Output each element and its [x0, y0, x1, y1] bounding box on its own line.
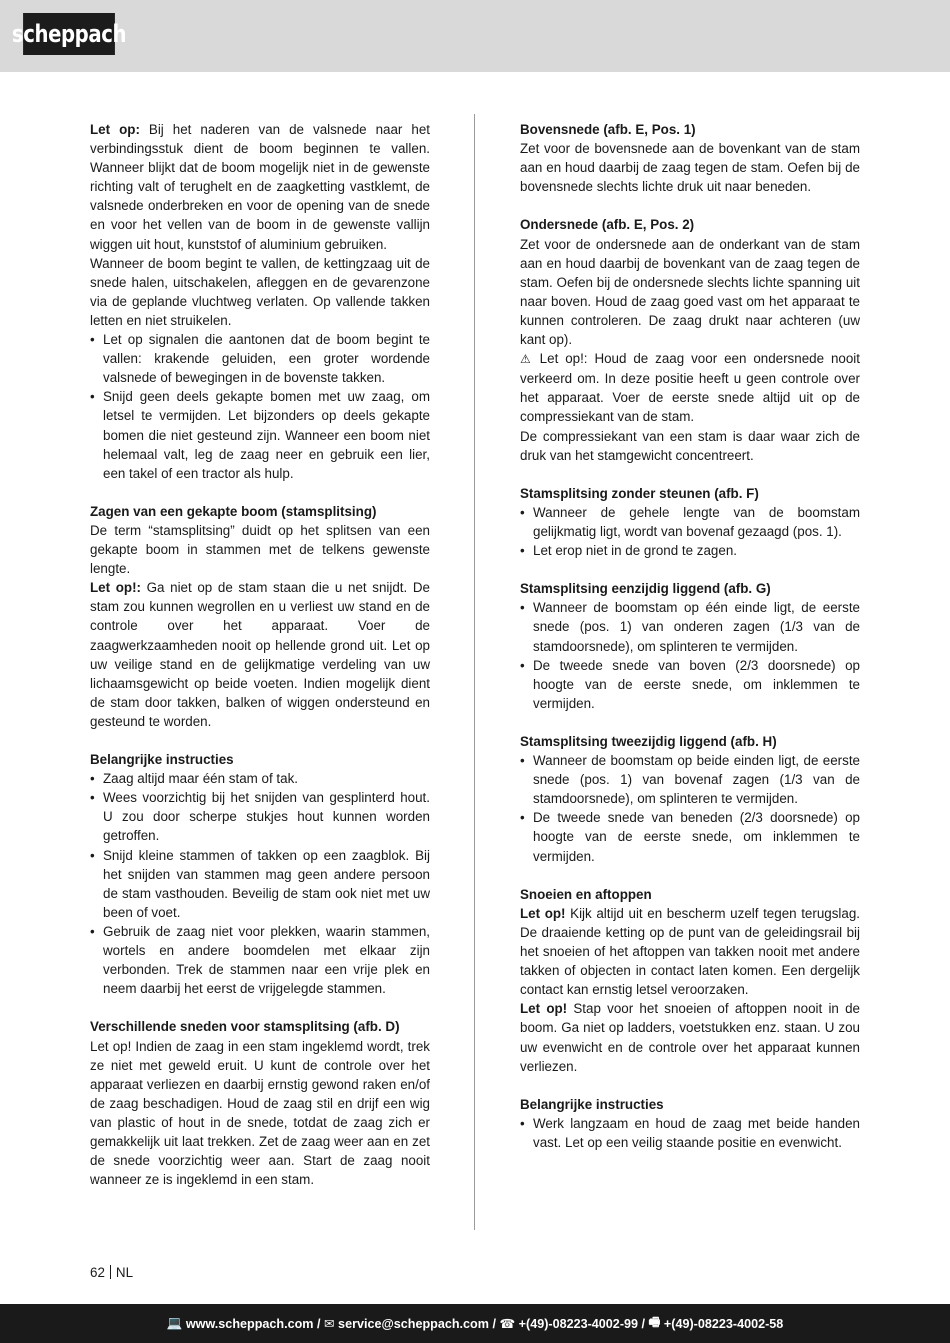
bullet-list [520, 1114, 860, 1152]
intro-paragraph: Let op: Bij het naderen van de valsnede naar het verbindingsstuk dient de boom beginnen te vallen. Wanneer blijkt dat de boom mogelijk niet in de gewenste richting valt of terughelt en de zaagketting vastklemt, de valsnede onderbreken en voor de opening van de snede en voor het vellen van de boom in de gewenste vallijn wiggen uit hout, kunststof of aluminium gebruiken. [90, 122, 431, 252]
paragraph: Zet voor de ondersnede aan de onderkant van de stam aan en houd daarbij de bovenkant van de zaag tegen de stam. Oefen bij de ondersnede slechts lichte spanning uit naar boven. Houd de zaag goed vast om het apparaat te kunnen controleren. De zaag drukt naar achteren (uw kant op). [520, 236, 860, 348]
list-item: • Werk langzaam en houd de zaag met beide handen vast. Let op een veilig staande positie en evenwicht. [520, 1115, 860, 1150]
section-heading: Stamsplitsing zonder steunen (afb. F) [520, 485, 759, 501]
section-heading: Verschillende sneden voor stamsplitsing (afb. D) [90, 1019, 400, 1035]
list-item: • Snijd kleine stammen of takken op een zaagblok. Bij het snijden van stammen mag geen andere persoon de stam vasthouden. Beveilig de stam ook niet met uw been of voet. [90, 847, 430, 920]
section-heading: Stamsplitsing tweezijdig liggend (afb. H) [520, 734, 777, 749]
section-heading: Stamsplitsing eenzijdig liggend (afb. G) [520, 581, 771, 597]
fax-number: +(49)-08223-4002-58 [660, 1316, 784, 1331]
list-item: • Gebruik de zaag niet voor plekken, waarin stammen, wortels en andere boomdelen met elkaar zijn verbonden. Trek de stammen naar een vrije plek en neem daarbij het eerst de vrijgelegde stammen. [90, 923, 430, 997]
header-band [0, 0, 950, 72]
section-heading: Snoeien en aftoppen [520, 886, 652, 902]
list-item: • De tweede snede van boven (2/3 doorsnede) op hoogte van de eerste snede, om inklemmen te vermijden. [520, 657, 860, 711]
list-item: • De tweede snede van beneden (2/3 doorsnede) op hoogte van de eerste snede, om inklemmen te vermijden. [520, 810, 860, 864]
paragraph: Zet voor de bovensnede aan de bovenkant van de stam aan en houd daarbij de zaag tegen de stam. Oefen bij de bovensnede slechts lichte druk uit naar beneden. [520, 141, 860, 195]
bullet-list [90, 769, 430, 998]
paragraph: Wanneer de boom begint te vallen, de kettingzaag uit de snede halen, uitschakelen, afleggen en de gevarenzone via de geplande vluchtweg verlaten. Op vallende takken letten en niet struikelen. [90, 255, 430, 328]
section-heading: Ondersnede (afb. E, Pos. 2) [520, 217, 695, 233]
list-item: • Wanneer de boomstam op beide einden ligt, de eerste snede (pos. 1) van bovenaf zagen (1/3 van de stamdoorsnede), om splinteren te vermijden. [520, 753, 860, 807]
warning-icon: ⚠ [520, 352, 531, 367]
list-item: • Let op signalen die aantonen dat de boom begint te vallen: krakende geluiden, een groter wordende valsnede of bewegingen in de bovenste takken. [90, 332, 430, 386]
section-heading: Zagen van een gekapte boom (stamsplitsing) [90, 503, 377, 519]
paragraph: De compressiekant van een stam is daar waar zich de druk van het stamgewicht concentreert. [520, 428, 860, 463]
warning-paragraph: ⚠ Let op!: Houd de zaag voor een ondersnede nooit verkeerd om. In deze positie heeft u geen controle over het apparaat. Voer de eerste snede altijd uit op de compressiekant van de stam. [520, 351, 860, 425]
bullet-list [520, 598, 860, 713]
bullet-list [520, 751, 860, 866]
column-divider [474, 114, 475, 1230]
paragraph: Let op! Indien de zaag in een stam ingeklemd wordt, trek ze niet met geweld eruit. U kunt de controle over het apparaat verliezen en daarbij ernstig gewond raken en/of de zaag beschadigen. Houd de zaag stil en drijf een wig van plastic of hout in de snede, totdat de zaag zich er gemakkelijk uit laat trekken. Zet de zaag weer aan en zet de snede voorzichtig weer aan. Start de zaag nooit wanneer ze is ingeklemd in een stam. [90, 1038, 430, 1188]
computer-icon: 💻 [166, 1316, 183, 1330]
warning-paragraph: Let op!: Ga niet op de stam staan die u net snijdt. De stam zou kunnen wegrollen en u verliest uw stand en de controle over het apparaat. Voer de zaagwerkzaamheden nooit op hellende grond uit. Let op uw veilige stand en de gelijkmatige verdeling van uw lichaamsgewicht op beide voeten. Indien mogelijk dient de stam door takken, balken of wiggen ondersteund en gesteund te worden. [90, 580, 430, 729]
list-item: • Let erop niet in de grond te zagen. [520, 543, 737, 559]
list-item: • Zaag altijd maar één stam of tak. [90, 771, 299, 787]
email-link[interactable]: service@scheppach.com / [334, 1316, 500, 1331]
warning-paragraph: Let op! Kijk altijd uit en bescherm uzelf tegen terugslag. De draaiende ketting op de punt van de geleidingsrail bij het snoeien of het aftoppen van takken nooit met andere takken of objecten in contact laten komen. Een dergelijk contact kan ernstig letsel veroorzaken. [520, 905, 861, 998]
right-column [520, 120, 860, 1152]
section-heading: Belangrijke instructies [520, 1096, 664, 1112]
phone-number: +(49)-08223-4002-99 / [515, 1316, 649, 1331]
list-item: • Snijd geen deels gekapte bomen met uw zaag, om letsel te vermijden. Let bijzonders op deels gekapte bomen die niet gesteund zijn. Wanneer een boom niet helemaal valt, leg de zaag neer en gebruik een lier, een takel of een tractor als hulp. [90, 389, 430, 481]
brand-logo: scheppach [23, 13, 115, 55]
footer-contact-bar [0, 1304, 950, 1343]
paragraph: De term “stamsplitsing” duidt op het splitsen van een gekapte boom in stammen met de telkens gewenste lengte. [90, 522, 430, 577]
section-heading: Bovensnede (afb. E, Pos. 1) [520, 122, 696, 137]
list-item: • Wees voorzichtig bij het snijden van gesplinterd hout. U zou door scherpe stukjes hout kunnen worden getroffen. [90, 790, 430, 844]
section-heading: Belangrijke instructies [90, 752, 234, 768]
page-number-separator [110, 1265, 111, 1279]
list-item: • Wanneer de boomstam op één einde ligt, de eerste snede (pos. 1) van onderen zagen (1/3 van de stamdoorsnede), om splinteren te vermijden. [520, 600, 860, 654]
phone-icon: ☎ [499, 1317, 516, 1331]
bullet-list [520, 503, 860, 560]
mail-icon: ✉ [324, 1317, 335, 1331]
warning-paragraph: Let op! Stap voor het snoeien of aftoppen nooit in de boom. Ga niet op ladders, voetstukken enz. staan. U zou uw evenwicht en de controle over het apparaat kunnen verliezen. [520, 1001, 860, 1074]
website-link[interactable]: www.scheppach.com / [182, 1316, 324, 1331]
left-column [90, 120, 430, 1189]
bullet-list [90, 330, 430, 483]
fax-icon: 🖷 [648, 1315, 661, 1329]
page-number: 62 NL [90, 1265, 134, 1280]
list-item: • Wanneer de gehele lengte van de boomstam gelijkmatig ligt, wordt van bovenaf gezaagd (pos. 1). [520, 504, 860, 539]
